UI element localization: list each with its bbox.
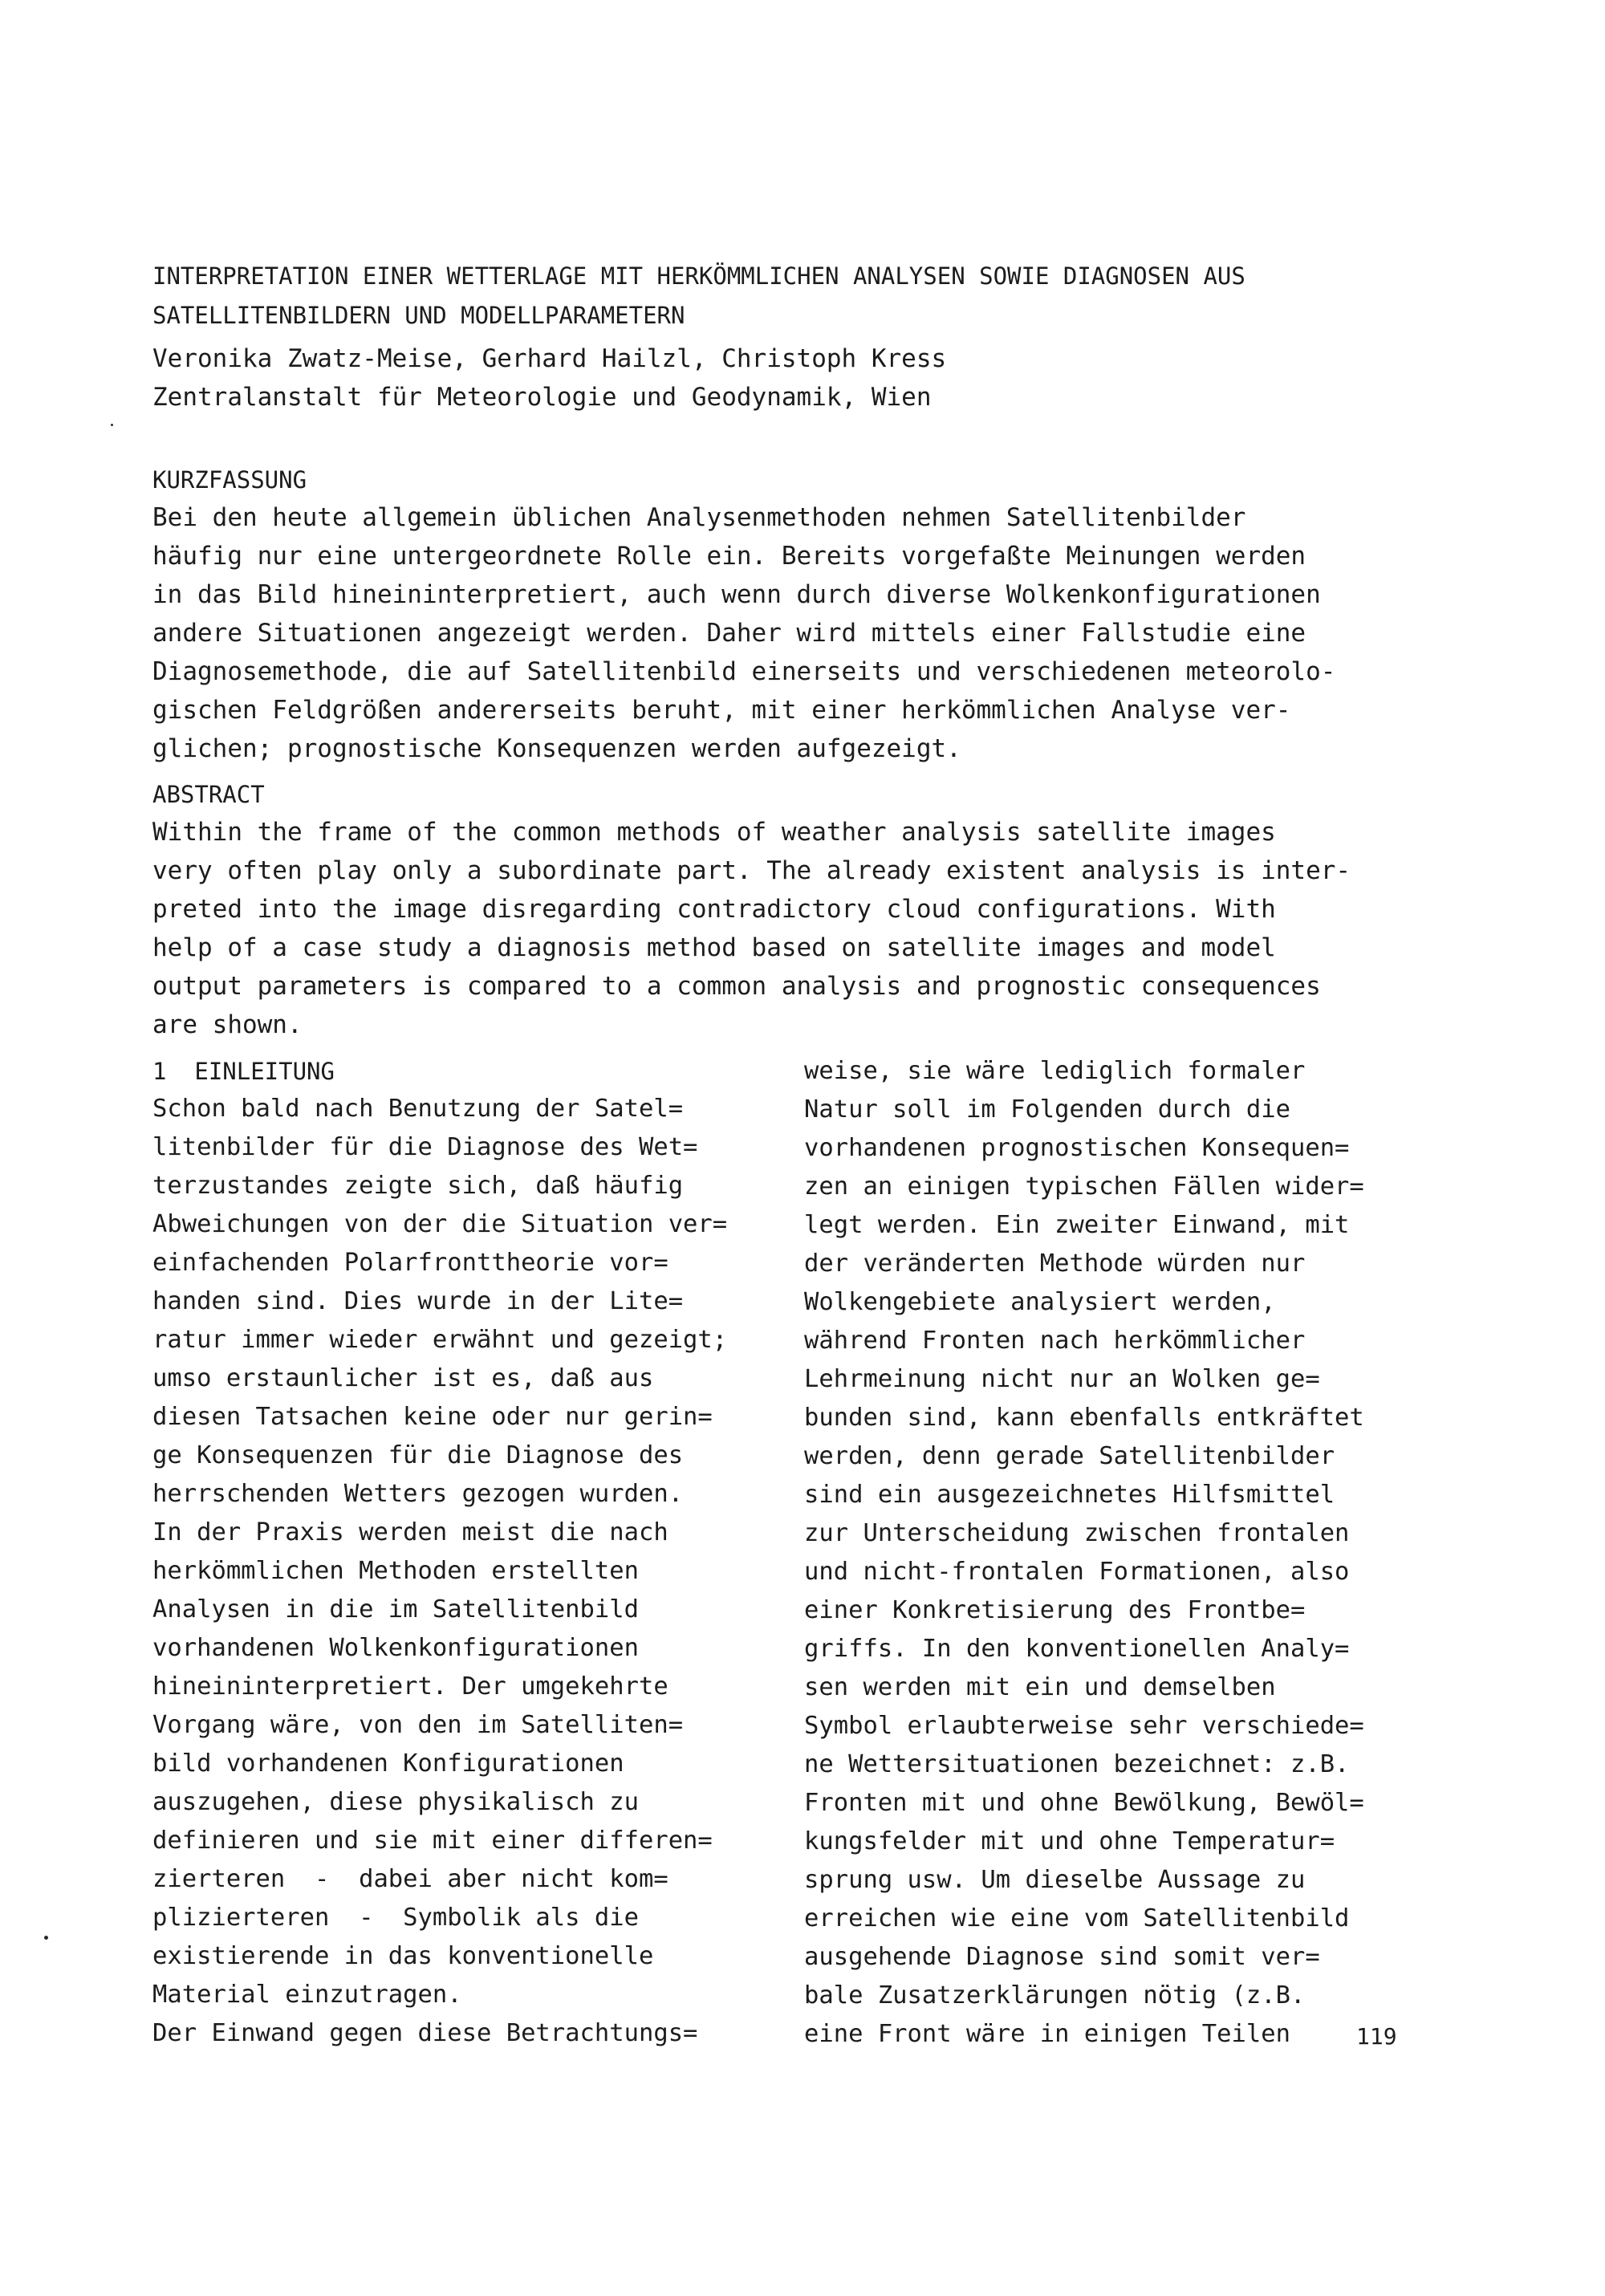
left-line: litenbilder für die Diagnose des Wet= [152,1133,698,1161]
authors: Veronika Zwatz-Meise, Gerhard Hailzl, Christoph Kress [152,344,947,373]
right-line: der veränderten Methode würden nur [804,1250,1306,1278]
right-line: bale Zusatzerklärungen nötig (z.B. [804,1981,1306,2010]
right-line: sprung usw. Um dieselbe Aussage zu [804,1866,1306,1894]
left-line: herkömmlichen Methoden erstellten [152,1557,639,1585]
left-line: zierteren - dabei aber nicht kom= [152,1865,668,1893]
kurzfassung-line-6: gischen Feldgrößen andererseits beruht, mit einer herkömmlichen Analyse ver- [152,696,1291,725]
left-line: umso erstaunlicher ist es, daß aus [152,1364,654,1392]
title-line-1: INTERPRETATION EINER WETTERLAGE MIT HERKÖMMLICHEN ANALYSEN SOWIE DIAGNOSEN AUS [152,262,1245,290]
abstract-line-3: preted into the image disregarding contradictory cloud configurations. With [152,895,1276,924]
right-line: erreichen wie eine vom Satellitenbild [804,1904,1350,1932]
abstract-line-5: output parameters is compared to a common analysis and prognostic consequences [152,972,1321,1001]
abstract-heading: ABSTRACT [152,781,265,808]
left-line: plizierteren - Symbolik als die [152,1904,639,1932]
left-line: terzustandes zeigte sich, daß häufig [152,1172,684,1200]
left-line: Analysen in die im Satellitenbild [152,1595,639,1623]
right-line: griffs. In den konventionellen Analy= [804,1635,1350,1663]
right-line: und nicht-frontalen Formationen, also [804,1558,1350,1586]
scan-speck [111,424,113,426]
kurzfassung-line-2: häufig nur eine untergeordnete Rolle ein. Bereits vorgefaßte Meinungen werden [152,542,1306,571]
kurzfassung-line-4: andere Situationen angezeigt werden. Daher wird mittels einer Fallstudie eine [152,619,1306,648]
left-line: Vorgang wäre, von den im Satelliten= [152,1711,684,1739]
kurzfassung-line-5: Diagnosemethode, die auf Satellitenbild einerseits und verschiedenen meteorolo- [152,657,1336,686]
right-line: Symbol erlaubterweise sehr verschiede= [804,1712,1364,1740]
right-line: einer Konkretisierung des Frontbe= [804,1596,1306,1624]
abstract-line-4: help of a case study a diagnosis method based on satellite images and model [152,933,1276,962]
section-heading: 1 EINLEITUNG [152,1058,335,1085]
right-line: legt werden. Ein zweiter Einwand, mit [804,1211,1350,1239]
left-line: auszugehen, diese physikalisch zu [152,1788,639,1816]
right-line: vorhandenen prognostischen Konsequen= [804,1134,1350,1162]
kurzfassung-line-7: glichen; prognostische Konsequenzen werden aufgezeigt. [152,734,961,763]
right-line: sind ein ausgezeichnetes Hilfsmittel [804,1481,1335,1509]
right-line: ausgehende Diagnose sind somit ver= [804,1943,1320,1971]
kurzfassung-heading: KURZFASSUNG [152,466,307,494]
right-line: zur Unterscheidung zwischen frontalen [804,1519,1350,1547]
left-line: Der Einwand gegen diese Betrachtungs= [152,2019,698,2047]
title-line-2: SATELLITENBILDERN UND MODELLPARAMETERN [152,302,685,329]
left-line: In der Praxis werden meist die nach [152,1518,668,1546]
left-line: Schon bald nach Benutzung der Satel= [152,1095,684,1123]
left-line: diesen Tatsachen keine oder nur gerin= [152,1403,713,1431]
kurzfassung-line-1: Bei den heute allgemein üblichen Analysenmethoden nehmen Satellitenbilder [152,503,1246,532]
right-line: sen werden mit ein und demselben [804,1673,1276,1701]
right-line: Lehrmeinung nicht nur an Wolken ge= [804,1365,1320,1393]
left-line: hineininterpretiert. Der umgekehrte [152,1672,668,1701]
abstract-line-1: Within the frame of the common methods of weather analysis satellite images [152,818,1276,847]
left-line: Abweichungen von der die Situation ver= [152,1210,728,1238]
kurzfassung-line-3: in das Bild hineininterpretiert, auch wenn durch diverse Wolkenkonfigurationen [152,580,1321,609]
left-line: herrschenden Wetters gezogen wurden. [152,1480,684,1508]
right-line: weise, sie wäre lediglich formaler [804,1057,1306,1085]
abstract-line-2: very often play only a subordinate part. The already existent analysis is inter- [152,856,1351,885]
right-line: Natur soll im Folgenden durch die [804,1095,1290,1124]
scan-speck [44,1936,48,1940]
right-line: eine Front wäre in einigen Teilen [804,2020,1290,2048]
right-line: Fronten mit und ohne Bewölkung, Bewöl= [804,1789,1364,1817]
left-line: definieren und sie mit einer differen= [152,1827,713,1855]
left-line: vorhandenen Wolkenkonfigurationen [152,1634,639,1662]
left-line: Material einzutragen. [152,1981,462,2009]
right-line: während Fronten nach herkömmlicher [804,1327,1306,1355]
right-line: werden, denn gerade Satellitenbilder [804,1442,1335,1470]
page-number: 119 [1356,2023,1397,2050]
abstract-line-6: are shown. [152,1010,303,1039]
left-line: einfachenden Polarfronttheorie vor= [152,1249,668,1277]
left-line: ge Konsequenzen für die Diagnose des [152,1441,684,1469]
right-line: Wolkengebiete analysiert werden, [804,1288,1276,1316]
right-line: kungsfelder mit und ohne Temperatur= [804,1827,1335,1855]
affiliation: Zentralanstalt für Meteorologie und Geodynamik, Wien [152,383,932,412]
right-line: bunden sind, kann ebenfalls entkräftet [804,1404,1364,1432]
right-line: zen an einigen typischen Fällen wider= [804,1172,1364,1201]
left-line: ratur immer wieder erwähnt und gezeigt; [152,1326,728,1354]
right-line: ne Wettersituationen bezeichnet: z.B. [804,1750,1350,1778]
left-line: handen sind. Dies wurde in der Lite= [152,1287,684,1315]
left-line: bild vorhandenen Konfigurationen [152,1749,624,1778]
left-line: existierende in das konventionelle [152,1942,654,1970]
